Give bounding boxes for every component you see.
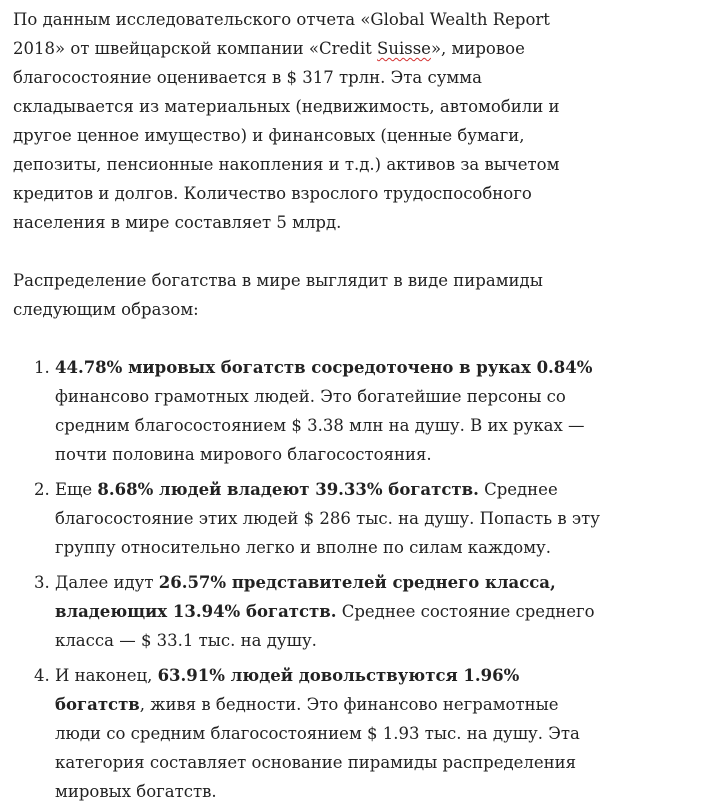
list-item-bold: 26.57% представителей среднего класса, владеющих 13.94% богатств. bbox=[55, 573, 556, 621]
intro-text-2: », мировое благосостояние оценивается в $ 317 трлн. Эта сумма складывается из материальных (недвижимость, автомобили и другое ценное имущество) и финансовых (ценные бумаги, депозиты, пенсионные накопления и т.д.) активов за вычетом кредитов и долгов. Количество взрослого трудоспособного населения в мире составляет 5 млрд. bbox=[13, 39, 560, 232]
distribution-list bbox=[13, 353, 603, 806]
distribution-intro: Распределение богатства в мире выглядит в виде пирамиды следующим образом: bbox=[13, 271, 543, 319]
list-item-bold: 8.68% людей владеют 39.33% богатств. bbox=[97, 480, 479, 499]
list-item-1 bbox=[55, 353, 603, 469]
list-item-text: , живя в бедности. Это финансово неграмотные люди со средним благосостоянием $ 1.93 тыс. на душу. Эта категория составляет основание пирамиды распределения мировых богатств. bbox=[55, 695, 580, 801]
list-item-bold: 63.91% людей довольствуются 1.96% богатств bbox=[55, 666, 520, 714]
list-item-text: Еще bbox=[55, 480, 98, 499]
list-item-text: Далее идут bbox=[55, 573, 159, 592]
intro-text-1: По данным исследовательского отчета «Global Wealth Report 2018» от швейцарской компании «Credit bbox=[13, 10, 550, 58]
list-item-text: Среднее благосостояние этих людей $ 286 тыс. на душу. Попасть в эту группу относительно легко и вполне по силам каждому. bbox=[55, 480, 600, 557]
list-item-3 bbox=[55, 568, 603, 655]
intro-paragraph bbox=[13, 5, 603, 237]
list-item-text: финансово грамотных людей. Это богатейшие персоны со средним благосостоянием $ 3.38 млн на душу. В их руках — почти половина мирового благосостояния. bbox=[55, 387, 585, 464]
list-item-4 bbox=[55, 661, 603, 806]
list-item-text: И наконец, bbox=[55, 666, 158, 685]
list-item-2 bbox=[55, 475, 603, 562]
list-item-text: Среднее состояние среднего класса — $ 33.1 тыс. на душу. bbox=[55, 602, 595, 650]
list-item-bold: 44.78% мировых богатств сосредоточено в руках 0.84% bbox=[55, 358, 593, 377]
spellcheck-word[interactable]: Suisse bbox=[377, 39, 431, 58]
